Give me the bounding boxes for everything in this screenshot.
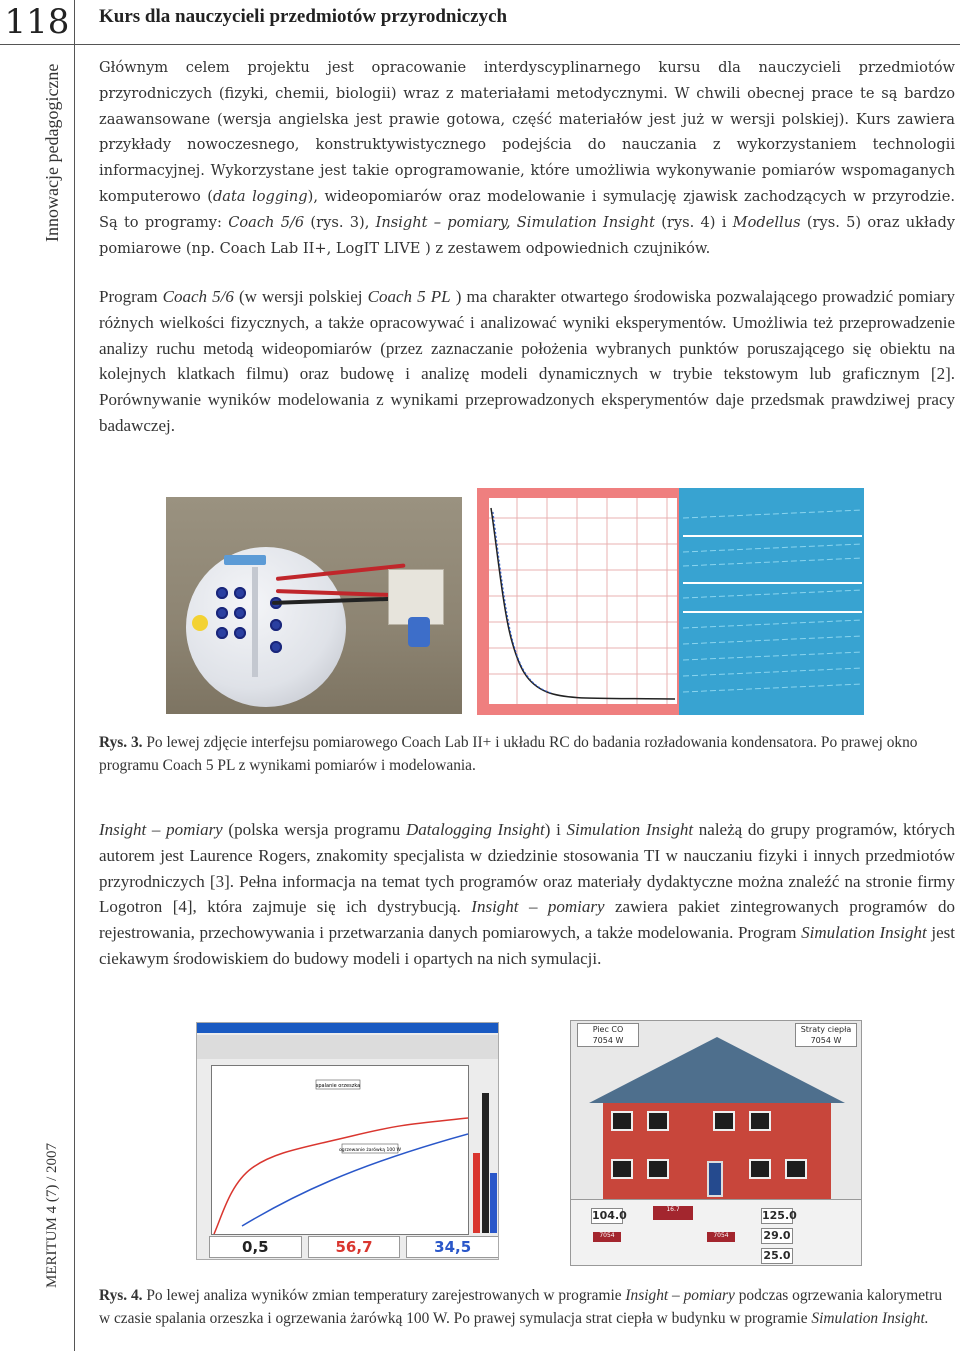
page-number: 118	[4, 2, 70, 42]
house-door	[707, 1161, 723, 1197]
furnace-box: Piec CO 7054 W	[577, 1023, 639, 1047]
paragraph-coach: Program Coach 5/6 (w wersji polskiej Coach 5 PL ) ma charakter otwartego środowiska pozwalającego prowadzić pomiary różnych wielkości fizycznych, a także opracowywać i analizować wyniki eksperymentów. Umożliwia też przeprowadzenie analizy ruchu metodą wideopomiarów (przez zaznaczanie położenia wybranych punktów poruszającego się obiektu na kolejnych klatkach filmu) oraz budowę i analizę modeli dynamicznych w trybie tekstowym lub graficznym [2]. Porównywanie wyników modelowania z wynikami przeprowadzonych eksperymentów daje przedsmak prawdziwej pracy badawczej.	[99, 287, 955, 435]
insight-toolbar	[197, 1035, 498, 1059]
window	[647, 1159, 669, 1179]
capacitor	[408, 617, 430, 647]
journal-issue: MERITUM 4 (7) / 2007	[44, 1143, 60, 1288]
value-box: 104.0	[592, 1209, 627, 1222]
value-box: 125.0	[762, 1209, 797, 1222]
model-node: 7054	[707, 1232, 735, 1242]
window	[647, 1111, 669, 1131]
socket	[216, 587, 228, 599]
model-node: 16.7	[653, 1206, 693, 1220]
coachlab-label	[224, 555, 266, 565]
value-box: 29.0	[761, 1228, 793, 1244]
bulb-label: ogrzewanie żarówką 100 W	[339, 1148, 401, 1153]
coachlab-photo	[166, 497, 462, 714]
discharge-curve	[491, 508, 675, 699]
value-box: 25.0	[761, 1248, 793, 1264]
coach-graph	[477, 488, 864, 715]
readout-bulb: 34,5	[406, 1236, 499, 1258]
insight-graph	[212, 1066, 468, 1234]
black-meter	[482, 1093, 489, 1233]
model-panel	[571, 1199, 861, 1266]
window	[611, 1159, 633, 1179]
header-rule	[0, 44, 960, 45]
window	[749, 1159, 771, 1179]
page-title: Kurs dla nauczycieli przedmiotów przyrodniczych	[99, 6, 508, 27]
paragraph-insight: Insight – pomiary (polska wersja programu Datalogging Insight) i Simulation Insight należą do grupy programów, których autorem jest Laurence Rogers, znakomity specjalista w dziedzinie stosowania TI w nauczaniu fizyki i innych przedmiotów przyrodniczych [3]. Pełna informacja na temat tych programów oraz materiały dydaktyczne można znaleźć na stronie firmy Logotron [4], która zajmuje się ich dystrybucją. Insight – pomiary zawiera pakiet zintegrowanych programów do rejestrowania, przechowywania i przetwarzania danych pomiarowych, a także modelowania. Program Simulation Insight jest ciekawym środowiskiem do budowy modeli i opartych na nich symulacji.	[99, 820, 955, 968]
figure4-caption: Rys. 4. Po lewej analiza wyników zmian temperatury zarejestrowanych w programie Insight – pomiary podczas ogrzewania kalorymetru w czasie spalania orzeszka i ogrzewania żarówką 100 W. Po prawej symulacja strat ciepła w budynku w programie Simulation Insight.	[99, 1287, 943, 1327]
socket	[234, 587, 246, 599]
coach-window	[477, 488, 864, 715]
readout-time: 0,5	[209, 1236, 302, 1258]
socket	[234, 627, 246, 639]
yellow-socket	[192, 615, 208, 631]
insight-plot	[211, 1065, 469, 1235]
window	[611, 1111, 633, 1131]
coachlab-board	[186, 547, 346, 707]
journal-section: Innowacje pedagogiczne	[42, 63, 62, 242]
window	[749, 1111, 771, 1131]
socket	[216, 627, 228, 639]
model-curve	[493, 512, 551, 693]
socket	[270, 641, 282, 653]
socket	[234, 607, 246, 619]
insight-readouts	[209, 1236, 499, 1258]
model-node: 7054	[593, 1232, 621, 1242]
paragraph-intro: Głównym celem projektu jest opracowanie interdyscyplinarnego kursu dla nauczycieli przedmiotów przyrodniczych (fizyki, chemii, biologii) wraz z materiałami metodycznymi. W chwili obecnej prace te są bardzo zaawansowane (wersja angielska jest prawie gotowa, część materiałów jest już w wersji polskiej). Kurs zawiera przykłady nowoczesnego, konstruktywistycznego podejścia do nauczania z wykorzystaniem technologii informacyjnej. Wykorzystane jest takie oprogramowanie, które umożliwia wykonywanie pomiarów wspomaganych komputerowo (data logging), wideopomiarów oraz modelowanie i symulację zjawisk zachodzących w przyrodzie. Są to programy: Coach 5/6 (rys. 3), Insight – pomiary, Simulation Insight (rys. 4) i Modellus (rys. 5) oraz układy pomiarowe (np. Coach Lab II+, LogIT LIVE ) z zestawem odpowiednich czujników.	[99, 59, 956, 257]
simulation-window	[570, 1020, 862, 1266]
insight-meters	[473, 1083, 497, 1233]
red-meter	[473, 1153, 480, 1233]
socket	[270, 619, 282, 631]
readout-nut: 56,7	[308, 1236, 401, 1258]
insight-titlebar	[197, 1023, 498, 1033]
blue-meter	[490, 1173, 497, 1233]
figure3-caption: Rys. 3. Po lewej zdjęcie interfejsu pomiarowego Coach Lab II+ i układu RC do badania rozładowania kondensatora. Po prawej okno programu Coach 5 PL z wynikami pomiarów i modelowania.	[99, 734, 918, 774]
socket	[216, 607, 228, 619]
window	[713, 1111, 735, 1131]
nut-label: spalanie orzeszka	[315, 1083, 361, 1089]
heat-loss-box: Straty ciepła 7054 W	[795, 1023, 857, 1047]
window	[785, 1159, 807, 1179]
insight-window	[196, 1022, 499, 1260]
vertical-rule	[74, 0, 75, 1351]
